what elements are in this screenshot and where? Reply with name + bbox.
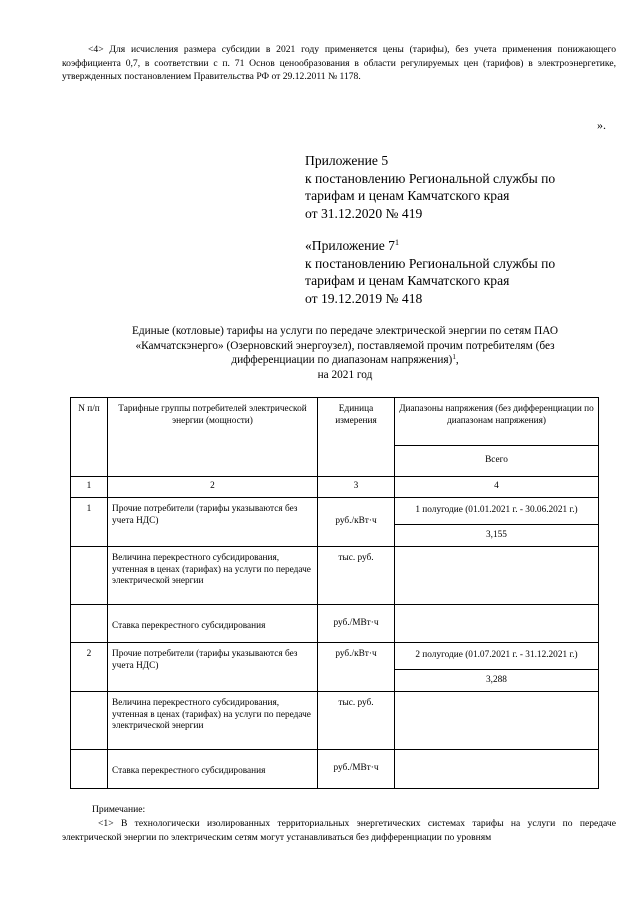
row-name: Величина перекрестного субсидирования, учтенная в ценах (тарифах) на услуги по передаче электрической энергии	[108, 692, 318, 750]
row-unit: руб./МВт·ч	[318, 605, 395, 643]
row-unit: тыс. руб.	[318, 692, 395, 750]
row-name: Ставка перекрестного субсидирования	[108, 750, 318, 789]
appendix-7-sup: 1	[394, 238, 399, 247]
row-num: 1	[71, 498, 108, 547]
row-unit: руб./МВт·ч	[318, 750, 395, 789]
row-value	[395, 605, 599, 643]
title-line-3-text: дифференциации по диапазонам напряжения)	[231, 354, 453, 366]
appendix-7-header	[305, 237, 625, 307]
row-value	[395, 547, 599, 605]
header-unit: Единица измерения	[318, 398, 395, 477]
index-cell-2: 2	[108, 477, 318, 498]
appendix-7-line-1-text: «Приложение 7	[305, 238, 395, 253]
title-line-2: «Камчатскэнерго» (Озерновский энергоузел), поставляемой прочим потребителям (без	[135, 339, 555, 352]
row-value	[395, 692, 599, 750]
row-name: Ставка перекрестного субсидирования	[108, 605, 318, 643]
appendix-5-line-4: от 31.12.2020 № 419	[305, 205, 423, 221]
period-label: 1 полугодие (01.01.2021 г. - 30.06.2021 г.)	[395, 498, 599, 525]
header-ranges: Диапазоны напряжения (без дифференциации по диапазонам напряжения)	[395, 398, 599, 446]
appendix-7-line-2: к постановлению Региональной службы по	[305, 255, 556, 271]
notes-section	[62, 803, 616, 845]
appendix-7-line-3: тарифам и ценам Камчатского края	[305, 273, 510, 288]
row-name: Величина перекрестного субсидирования, учтенная в ценах (тарифах) на услуги по передаче электрической энергии	[108, 547, 318, 605]
row-unit: руб./кВт·ч	[318, 643, 395, 692]
appendix-7-line-4: от 19.12.2019 № 418	[305, 290, 423, 306]
row-num	[71, 692, 108, 750]
row-num	[71, 750, 108, 789]
appendix-5-line-3: тарифам и ценам Камчатского края	[305, 188, 510, 203]
document-title	[80, 324, 610, 382]
title-line-3	[80, 353, 610, 368]
index-cell-1: 1	[71, 477, 108, 498]
notes-text: <1> В технологически изолированных территориальных энергетических системах тарифы на услуги по передаче электрической энергии по электрическим сетям могут устанавливаться без дифференциации по уровням	[62, 818, 616, 843]
appendix-5-line-2: к постановлению Региональной службы по	[305, 170, 556, 186]
header-num: N п/п	[71, 398, 108, 477]
row-value	[395, 750, 599, 789]
period-label: 2 полугодие (01.07.2021 г. - 31.12.2021 г.)	[395, 643, 599, 670]
appendix-7-line-1	[305, 237, 625, 255]
row-num	[71, 547, 108, 605]
row-unit: тыс. руб.	[318, 547, 395, 605]
tariff-value: 3,288	[395, 670, 599, 692]
appendix-5-line-1: Приложение 5	[305, 153, 389, 168]
row-unit: руб./кВт·ч	[318, 498, 395, 547]
footnote-4: <4> Для исчисления размера субсидии в 2021 году применяется цены (тарифы), без учета применения понижающего коэффициента 0,7, в соответствии с п. 71 Основ ценообразования в области регулируемых цен (тарифов) в электроэнергетике, утвержденных постановлением Правительства РФ от 29.12.2011 № 1178.	[62, 44, 616, 82]
header-total: Всего	[395, 446, 599, 477]
title-sup: 1	[452, 353, 456, 361]
tariff-table	[70, 397, 599, 789]
title-line-3-end: ,	[455, 354, 459, 366]
index-cell-3: 3	[318, 477, 395, 498]
closing-quote: ».	[597, 118, 606, 132]
index-cell-4: 4	[395, 477, 599, 498]
row-name: Прочие потребители (тарифы указываются без учета НДС)	[108, 498, 318, 547]
notes-label: Примечание:	[92, 804, 146, 815]
tariff-value: 3,155	[395, 525, 599, 547]
row-name: Прочие потребители (тарифы указываются без учета НДС)	[108, 643, 318, 692]
header-group: Тарифные группы потребителей электрической энергии (мощности)	[108, 398, 318, 477]
row-num: 2	[71, 643, 108, 692]
appendix-5-header	[305, 152, 625, 222]
row-num	[71, 605, 108, 643]
title-line-1: Единые (котловые) тарифы на услуги по передаче электрической энергии по сетям ПАО	[131, 325, 559, 337]
title-line-4: на 2021 год	[317, 368, 373, 381]
